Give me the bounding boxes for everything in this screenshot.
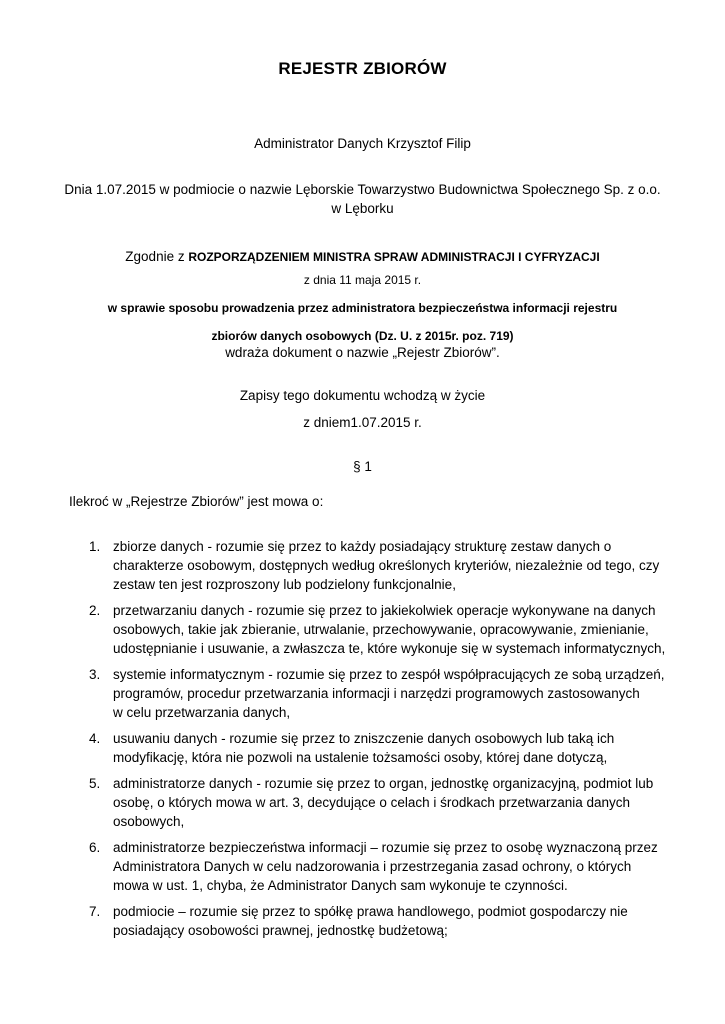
definition-line: zestaw ten jest rozproszony lub podzielony funkcjonalnie,: [113, 577, 456, 592]
definition-line: charakterze osobowym, dostępnych według określonych kryteriów, niezależnie od tego, czy: [113, 558, 660, 573]
regulation-subject-1: w sprawie sposobu prowadzenia przez administratora bezpieczeństwa informacji rejestru: [107, 301, 618, 315]
definition-line: administratorze bezpieczeństwa informacji – rozumie się przez to osobę wyznaczoną przez: [113, 840, 658, 855]
definition-item: [69, 902, 659, 940]
definition-line: podmiocie – rozumie się przez to spółkę prawa handlowego, podmiot gospodarczy nie: [113, 904, 628, 919]
document-title: REJESTR ZBIORÓW: [278, 59, 447, 78]
definition-line: mowa w ust. 1, chyba, że Administrator Danych sam wykonuje te czynności.: [113, 878, 568, 893]
administrator-line: Administrator Danych Krzysztof Filip: [254, 136, 471, 151]
definition-item: [69, 838, 659, 895]
definition-line: systemie informatycznym - rozumie się przez to zespół współpracujących ze sobą urządzeń,: [113, 667, 665, 682]
date-line-1: Dnia 1.07.2015 w podmiocie o nazwie Lęborskie Towarzystwo Budownictwa Społecznego Sp. z o.o.: [64, 182, 661, 197]
definition-number: 4.: [89, 731, 101, 746]
regulation-name: ROZPORZĄDZENIEM MINISTRA SPRAW ADMINISTRACJI I CYFRYZACJI: [188, 250, 600, 264]
definition-line: administratorze danych - rozumie się przez to organ, jednostkę organizacyjną, podmiot lub: [113, 776, 654, 791]
definition-item: [69, 601, 666, 658]
date-line-2: w Lęborku: [331, 201, 394, 216]
definition-number: 5.: [89, 776, 101, 791]
definition-line: Administratora Danych w celu nadzorowania i przestrzegania zasad ochrony, o których: [113, 859, 632, 874]
definition-item: [69, 665, 665, 722]
definition-line: osobowych,: [113, 814, 185, 829]
definitions-intro: Ilekroć w „Rejestrze Zbiorów” jest mowa o:: [69, 494, 324, 509]
definition-line: osobę, o których mowa w art. 3, decydujące o celach i środkach przetwarzania danych: [113, 795, 631, 810]
definition-line: udostępnianie i usuwanie, a zwłaszcza te, które wykonuje się w systemach informatycznych,: [113, 641, 666, 656]
definitions-list: [69, 537, 666, 947]
definition-line: modyfikację, która nie pozwoli na ustalenie tożsamości osoby, której dane dotyczą,: [113, 750, 608, 765]
definition-line: usuwaniu danych - rozumie się przez to zniszczenie danych osobowych lub taką ich: [113, 731, 615, 746]
definition-number: 6.: [89, 840, 101, 855]
definition-line: przetwarzaniu danych - rozumie się przez to jakiekolwiek operacje wykonywane na danych: [113, 603, 656, 618]
definition-line: posiadający osobowości prawnej, jednostkę budżetową;: [113, 923, 448, 938]
definition-item: [69, 774, 659, 831]
definition-item: [69, 537, 659, 594]
definition-line: zbiorze danych - rozumie się przez to każdy posiadający strukturę zestaw danych o: [113, 539, 612, 554]
definition-item: [69, 729, 659, 767]
definition-number: 3.: [89, 667, 101, 682]
implements-line: wdraża dokument o nazwie „Rejestr Zbiorów”.: [225, 345, 500, 360]
section-mark: § 1: [353, 459, 372, 474]
definition-number: 2.: [89, 603, 101, 618]
definition-number: 7.: [89, 904, 101, 919]
effective-line-2: z dniem1.07.2015 r.: [303, 415, 422, 430]
regulation-line: [0, 249, 725, 264]
definition-number: 1.: [89, 539, 101, 554]
definition-line: osobowych, takie jak zbieranie, utrwalanie, przechowywanie, opracowywanie, zmienianie,: [113, 622, 649, 637]
effective-line-1: Zapisy tego dokumentu wchodzą w życie: [239, 388, 486, 403]
definition-line: w celu przetwarzania danych,: [113, 705, 291, 720]
regulation-prefix: Zgodnie z: [125, 249, 189, 264]
regulation-date: z dnia 11 maja 2015 r.: [303, 273, 422, 287]
regulation-subject-2: zbiorów danych osobowych (Dz. U. z 2015r. poz. 719): [211, 329, 514, 343]
definition-line: programów, procedur przetwarzania informacji i narzędzi programowych zastosowanych: [113, 686, 640, 701]
